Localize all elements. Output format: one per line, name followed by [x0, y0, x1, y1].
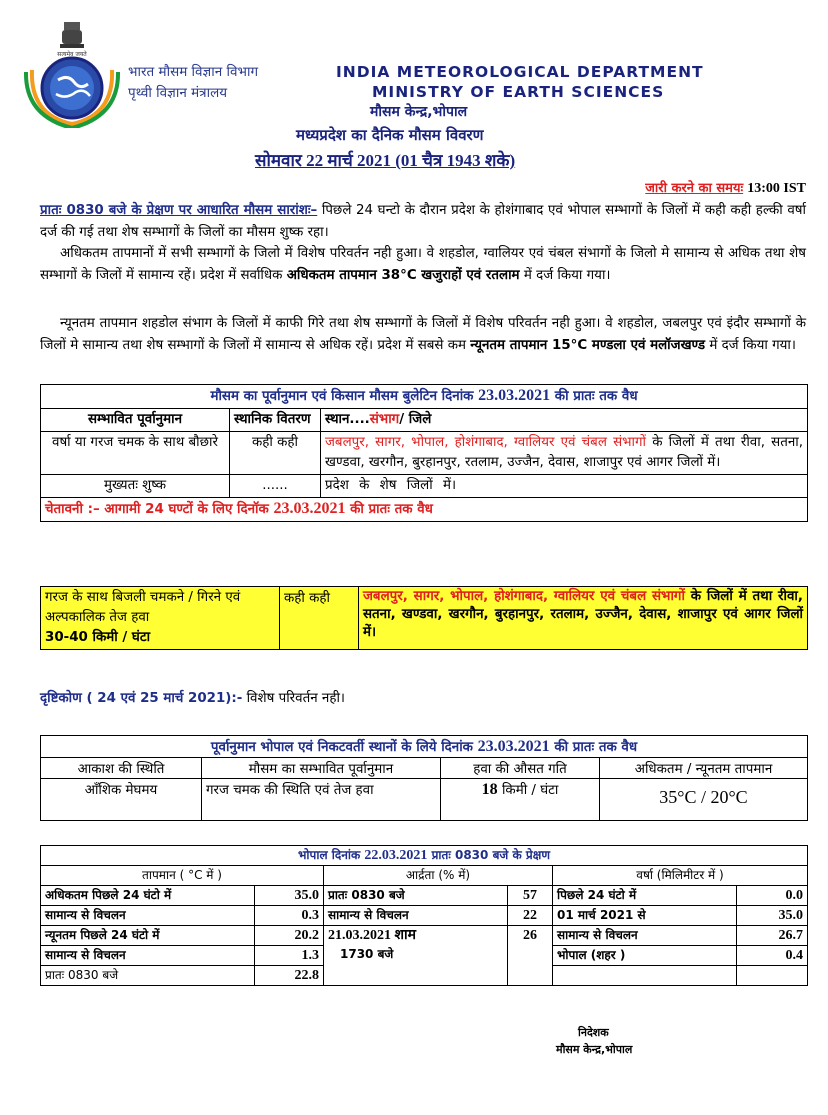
warning-table — [40, 586, 808, 650]
row1-distribution: कही कही — [230, 432, 321, 475]
warning-places — [359, 587, 808, 650]
row1-forecast: वर्षा या गरज चमक के साथ बौछारे — [41, 432, 230, 475]
org-eng-line1: INDIA METEOROLOGICAL DEPARTMENT — [336, 63, 704, 81]
col-places-b: संभाग — [369, 412, 400, 427]
warning-title: चेतावनी :– आगामी 24 घण्टों के लिए दिनॉक — [45, 502, 269, 517]
temp-row-value: 0.3 — [255, 906, 324, 926]
wind-header: हवा की औसत गति — [441, 758, 600, 779]
hum-row-label: प्रातः 0830 बजे — [324, 886, 508, 906]
issue-time — [645, 178, 806, 197]
summary-max-temp: अधिकतम तापमान 38°C खजुराहों एवं रतलाम — [286, 267, 520, 283]
warning-row — [41, 587, 808, 650]
summary-text-1: पिछले 24 घन्टो के दौरान प्रदेश के होशंगाबाद एवं भोपाल सम्भागों के जिलों में कही कही हल्की वर्षा दर्ज की गई तथा शेष सम्भागों के जिलों का मौसम शुष्क रहा। — [40, 203, 806, 240]
rainfall-header: वर्षा (मिलिमीटर में ) — [553, 866, 808, 886]
date-line: सोमवार 22 मार्च 2021 (01 चैत्र 1943 शके) — [255, 151, 516, 170]
weather-value: गरज चमक की स्थिति एवं तेज हवा — [202, 779, 441, 821]
summary-min-temp: न्यूनतम तापमान 15°C मण्डला एवं मलॉजखण्ड — [470, 337, 706, 353]
summary-text-2b: में दर्ज किया गया। — [523, 267, 611, 283]
row2-forecast: मुख्यतः शुष्क — [41, 475, 230, 498]
hum-evening-date: 21.03.2021 शाम — [328, 928, 417, 943]
warning-event — [41, 587, 280, 650]
observation-title: भोपाल दिनांक — [297, 848, 361, 862]
row2-distribution: ...... — [230, 475, 321, 498]
svg-text:सत्यमेव जयते: सत्यमेव जयते — [57, 51, 87, 58]
imd-emblem — [22, 20, 122, 128]
summary-para-3 — [40, 313, 806, 356]
weather-header: मौसम का सम्भावित पूर्वानुमान — [202, 758, 441, 779]
centre-name: मौसम केन्द्र,भोपाल — [370, 104, 468, 120]
forecast-table — [40, 384, 808, 522]
temp-row-value: 22.8 — [255, 966, 324, 986]
rain-row-value: 0.4 — [737, 946, 808, 966]
wind-speed-number: 18 — [481, 781, 498, 798]
bhopal-forecast-table — [40, 735, 808, 821]
temp-row-value: 35.0 — [255, 886, 324, 906]
forecast-row-dry — [41, 475, 808, 498]
rain-row-label: सामान्य से विचलन — [553, 926, 737, 946]
warning-wind-speed: 30-40 किमी / घंटा — [45, 630, 151, 645]
humidity-header: आर्द्रता (% में) — [324, 866, 553, 886]
temp-row-label: अधिकतम पिछले 24 घंटो में — [41, 886, 255, 906]
row1-places-rest: के जिलों में तथा रीवा, सतना, खण्डवा, खरगौन, बुरहानपुर, रतलाम, उज्जैन, देवास, शाजापुर एवं आगर जिलों में। — [325, 435, 803, 470]
temperature-header: तापमान ( °C में ) — [41, 866, 324, 886]
col-places-c: / जिले — [399, 412, 432, 427]
row1-places — [321, 432, 808, 475]
rain-row-label: भोपाल (शहर ) — [553, 946, 737, 966]
summary-para-1 — [40, 200, 806, 243]
row2-places: प्रदेश के शेष जिलों में। — [321, 475, 808, 498]
temp-row-value: 1.3 — [255, 946, 324, 966]
temp-row-value: 20.2 — [255, 926, 324, 946]
report-title: मध्यप्रदेश का दैनिक मौसम विवरण — [296, 126, 484, 144]
warning-places-red: जबलपुर, सागर, भोपाल, होशंगाबाद, ग्वालियर एवं चंबल संभागों — [363, 589, 685, 604]
forecast-header-row — [41, 409, 808, 432]
rain-row-value: 26.7 — [737, 926, 808, 946]
obs-row — [41, 906, 808, 926]
sky-value: ऑंशिक मेघमय — [41, 779, 202, 821]
hum-evening-time: 1730 बजे — [340, 947, 394, 961]
hum-evening-value: 26 — [508, 926, 553, 986]
observation-title-end: प्रातः 0830 बजे के प्रेक्षण — [431, 848, 550, 862]
org-name-english — [336, 62, 704, 102]
outlook-label: दृष्टिकोण ( 24 एवं 25 मार्च 2021):- — [40, 691, 243, 706]
summary-text-3a: न्यूनतम तापमान शहडोल संभाग के जिलों में काफी गिरे तथा शेष सम्भागों के जिलों में विशेष परिवर्तन नही हुआ। वे शहडोल, जबलपुर एवं इंदौर सम्भागों के जिलों मे सामान्य तथा शेष सम्भागों के जिलों में सामान्य से अधिक रहें। प्रदेश में सबसे कम — [40, 316, 806, 353]
forecast-row-rain — [41, 432, 808, 475]
org-eng-line2: MINISTRY OF EARTH SCIENCES — [372, 83, 665, 101]
observation-date: 22.03.2021 — [364, 848, 428, 863]
warning-title-date: 23.03.2021 — [273, 500, 346, 517]
temp-row-label: प्रातः 0830 बजे — [41, 966, 255, 986]
outlook — [40, 688, 345, 706]
temp-row-label: सामान्य से विचलन — [41, 906, 255, 926]
warning-event-text: गरज के साथ बिजली चमकने / गिरने एवं अल्पकालिक तेज हवा — [45, 590, 241, 625]
summary-para-2 — [40, 243, 806, 286]
org-hindi-line2: पृथ्वी विज्ञान मंत्रालय — [128, 85, 228, 101]
observation-table — [40, 845, 808, 986]
hum-row-value: 57 — [508, 886, 553, 906]
rain-row-label: 01 मार्च 2021 से — [553, 906, 737, 926]
obs-row — [41, 886, 808, 906]
bhopal-forecast-title-end: की प्रातः तक वैध — [554, 740, 638, 755]
col-forecast: सम्भावित पूर्वानुमान — [41, 409, 230, 432]
hum-row-value: 22 — [508, 906, 553, 926]
col-places — [321, 409, 808, 432]
col-distribution: स्थानिक वितरण — [230, 409, 321, 432]
ashoka-lion-icon — [60, 22, 84, 48]
forecast-title-date: 23.03.2021 — [478, 387, 551, 404]
bhopal-forecast-title: पूर्वानुमान भोपाल एवं निकटवर्ती स्थानों के लिये दिनांक — [210, 740, 473, 755]
issue-time-label: जारी करने का समयः — [645, 181, 744, 196]
warning-title-row — [41, 498, 808, 522]
temp-row-label: न्यूनतम पिछले 24 घंटो में — [41, 926, 255, 946]
org-name-hindi — [128, 62, 258, 104]
wind-speed-unit: किमी / घंटा — [501, 783, 559, 798]
rain-row-value: 35.0 — [737, 906, 808, 926]
temp-value: 35°C / 20°C — [600, 779, 808, 821]
summary-heading: प्रातः 0830 बजे के प्रेक्षण पर आधारित मौसम सारांशः– — [40, 203, 318, 218]
row1-places-red: जबलपुर, सागर, भोपाल, होशंगाबाद, ग्वालियर एवं चंबल संभागों — [325, 435, 647, 450]
forecast-title: मौसम का पूर्वानुमान एवं किसान मौसम बुलेटिन दिनांक — [210, 389, 474, 404]
signature — [556, 1024, 633, 1058]
rain-row-value: 0.0 — [737, 886, 808, 906]
warning-title-end: की प्रातः तक वैध — [350, 502, 433, 517]
col-places-a: स्थान.... — [325, 412, 370, 427]
hum-row-label: सामान्य से विचलन — [324, 906, 508, 926]
wind-value — [441, 779, 600, 821]
forecast-title-row — [41, 385, 808, 409]
sky-header: आकाश की स्थिति — [41, 758, 202, 779]
summary-text-3b: में दर्ज किया गया। — [709, 337, 796, 353]
issue-time-value: 13:00 IST — [747, 181, 806, 196]
obs-row — [41, 926, 808, 946]
summary-text-2a: अधिकतम तापमानों में सभी सम्भागों के जिलो में विशेष परिवर्तन नही हुआ। वे शहडोल, ग्वालियर एवं चंबल संभागों के जिलो मे सामान्य से अधिक तथा शेष सम्भागों के जिलों में सामान्य रहें। प्रदेश में सर्वाधिक — [40, 246, 806, 283]
bhopal-forecast-date: 23.03.2021 — [477, 738, 550, 755]
temp-row-label: सामान्य से विचलन — [41, 946, 255, 966]
org-hindi-line1: भारत मौसम विज्ञान विभाग — [128, 64, 259, 80]
warning-places-rest: के जिलों में तथा रीवा, सतना, खण्डवा, खरगौन, बुरहानपुर, रतलाम, उज्जैन, देवास, शाजापुर एवं आगर जिलों में। — [363, 589, 803, 640]
forecast-title-end: की प्रातः तक वैध — [554, 389, 638, 404]
signature-title: निदेशक — [578, 1026, 609, 1039]
rain-row-label: पिछले 24 घंटो में — [553, 886, 737, 906]
hum-evening-label — [324, 926, 508, 986]
signature-office: मौसम केन्द्र,भोपाल — [556, 1043, 633, 1056]
warning-distribution: कही कही — [280, 587, 359, 650]
temp-header: अधिकतम / न्यूनतम तापमान — [600, 758, 808, 779]
outlook-text: विशेष परिवर्तन नही। — [246, 691, 346, 706]
